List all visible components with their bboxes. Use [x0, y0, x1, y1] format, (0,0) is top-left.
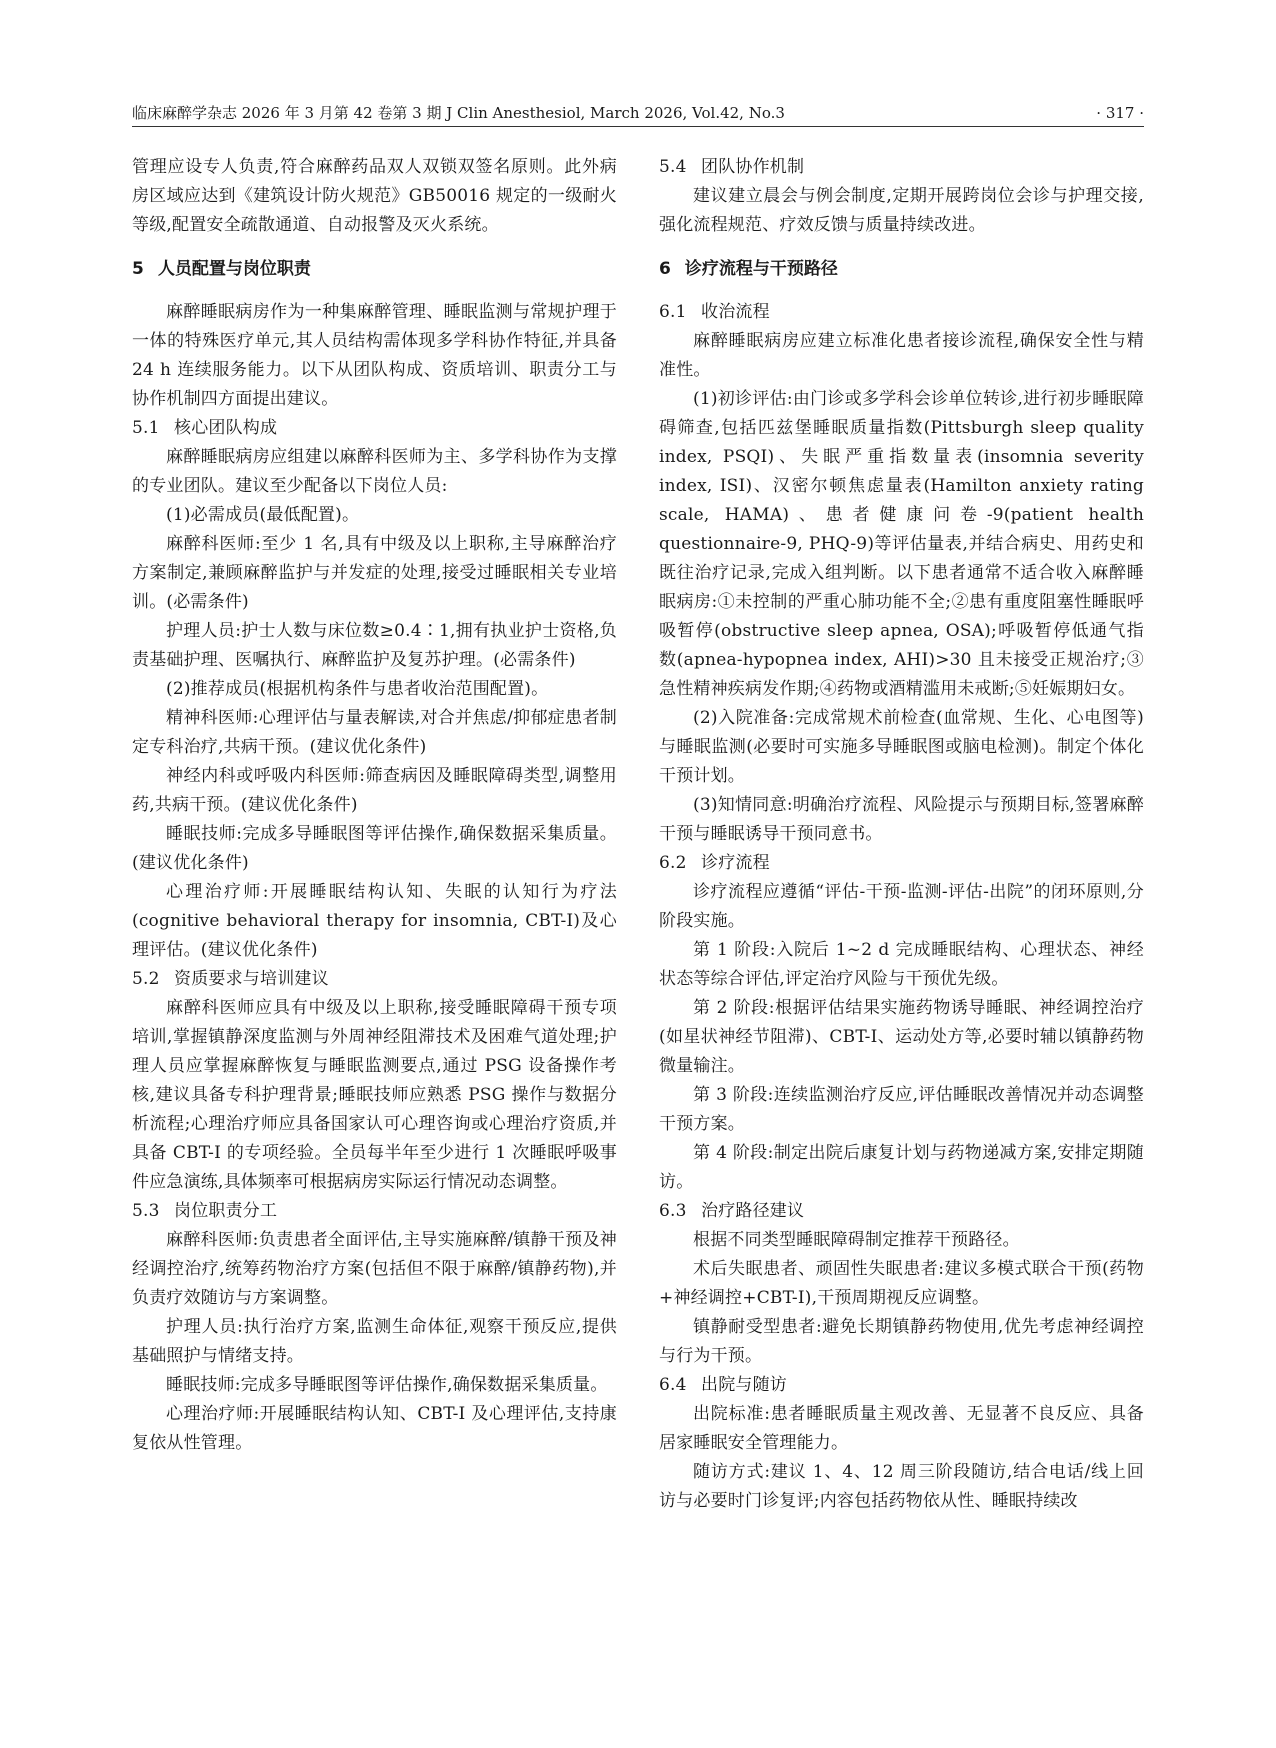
paragraph: 心理治疗师:开展睡眠结构认知、失眠的认知行为疗法(cognitive behavioral therapy for insomnia, CBT-I)及心理评估。(建议优化条件) — [132, 882, 617, 960]
subsection-heading-5-2 — [132, 965, 617, 994]
subsection-title: 资质要求与培训建议 — [174, 969, 329, 989]
paragraph: 精神科医师:心理评估与量表解读,对合并焦虑/抑郁症患者制定专科治疗,共病干预。(建议优化条件) — [132, 708, 617, 757]
section-title: 人员配置与岗位职责 — [157, 259, 311, 279]
paragraph: 第 4 阶段:制定出院后康复计划与药物递减方案,安排定期随访。 — [659, 1143, 1144, 1192]
section-number: 5 — [132, 259, 144, 279]
subsection-number: 5.2 — [132, 969, 160, 989]
paragraph: 第 3 阶段:连续监测治疗反应,评估睡眠改善情况并动态调整干预方案。 — [659, 1085, 1144, 1134]
subsection-title: 收治流程 — [701, 302, 770, 322]
subsection-number: 5.4 — [659, 157, 687, 177]
paragraph: 建议建立晨会与例会制度,定期开展跨岗位会诊与护理交接,强化流程规范、疗效反馈与质量持续改进。 — [659, 186, 1144, 235]
paragraph: 麻醉睡眠病房应建立标准化患者接诊流程,确保安全性与精准性。 — [659, 331, 1144, 380]
section-number: 6 — [659, 259, 671, 279]
subsection-title: 团队协作机制 — [701, 157, 805, 177]
paragraph: 管理应设专人负责,符合麻醉药品双人双锁双签名原则。此外病房区域应达到《建筑设计防火规范》GB50016 规定的一级耐火等级,配置安全疏散通道、自动报警及灭火系统。 — [132, 157, 617, 235]
subsection-title: 岗位职责分工 — [174, 1201, 278, 1221]
paragraph: 睡眠技师:完成多导睡眠图等评估操作,确保数据采集质量。(建议优化条件) — [132, 824, 617, 873]
paragraph: (2)推荐成员(根据机构条件与患者收治范围配置)。 — [166, 679, 549, 699]
subsection-heading-5-1 — [132, 414, 617, 443]
paragraph: 根据不同类型睡眠障碍制定推荐干预路径。 — [693, 1230, 1020, 1250]
subsection-heading-6-1 — [659, 298, 1144, 327]
subsection-number: 6.1 — [659, 302, 687, 322]
subsection-heading-6-4 — [659, 1371, 1144, 1400]
paragraph: 第 2 阶段:根据评估结果实施药物诱导睡眠、神经调控治疗(如星状神经节阻滞)、CBT-I、运动处方等,必要时辅以镇静药物微量输注。 — [659, 998, 1144, 1076]
paragraph: (1)必需成员(最低配置)。 — [166, 505, 360, 525]
section-title: 诊疗流程与干预路径 — [684, 259, 838, 279]
journal-citation: 临床麻醉学杂志 2026 年 3 月第 42 卷第 3 期 J Clin Anesthesiol, March 2026, Vol.42, No.3 — [132, 104, 785, 122]
paragraph: 麻醉科医师:至少 1 名,具有中级及以上职称,主导麻醉治疗方案制定,兼顾麻醉监护与并发症的处理,接受过睡眠相关专业培训。(必需条件) — [132, 534, 617, 612]
paragraph: 麻醉科医师应具有中级及以上职称,接受睡眠障碍干预专项培训,掌握镇静深度监测与外周神经阻滞技术及困难气道处理;护理人员应掌握麻醉恢复与睡眠监测要点,通过 PSG 设备操作考核,建议具备专科护理背景;睡眠技师应熟悉 PSG 操作与数据分析流程;心理治疗师应具备国家认可心理咨询或心理治疗资质,并具备 CBT-I 的专项经验。全员每半年至少进行 1 次睡眠呼吸事件应急演练,具体频率可根据病房实际运行情况动态调整。 — [132, 998, 617, 1192]
paragraph: 镇静耐受型患者:避免长期镇静药物使用,优先考虑神经调控与行为干预。 — [659, 1317, 1144, 1366]
section-heading-6 — [659, 257, 1144, 281]
subsection-heading-5-4 — [659, 153, 1144, 182]
paragraph: 随访方式:建议 1、4、12 周三阶段随访,结合电话/线上回访与必要时门诊复评;内容包括药物依从性、睡眠持续改 — [659, 1462, 1144, 1511]
subsection-heading-6-2 — [659, 849, 1144, 878]
subsection-number: 6.2 — [659, 853, 687, 873]
paragraph: 睡眠技师:完成多导睡眠图等评估操作,确保数据采集质量。 — [166, 1375, 608, 1395]
subsection-number: 5.3 — [132, 1201, 160, 1221]
paragraph: 护理人员:护士人数与床位数≥0.4∶1,拥有执业护士资格,负责基础护理、医嘱执行、麻醉监护及复苏护理。(必需条件) — [132, 621, 617, 670]
subsection-number: 6.3 — [659, 1201, 687, 1221]
right-column — [659, 153, 1144, 1516]
paragraph: 术后失眠患者、顽固性失眠患者:建议多模式联合干预(药物+神经调控+CBT-I),干预周期视反应调整。 — [659, 1259, 1144, 1308]
paragraph: 神经内科或呼吸内科医师:筛查病因及睡眠障碍类型,调整用药,共病干预。(建议优化条件) — [132, 766, 617, 815]
subsection-heading-6-3 — [659, 1197, 1144, 1226]
paragraph: (2)入院准备:完成常规术前检查(血常规、生化、心电图等)与睡眠监测(必要时可实施多导睡眠图或脑电检测)。制定个体化干预计划。 — [659, 708, 1144, 786]
paragraph: 麻醉科医师:负责患者全面评估,主导实施麻醉/镇静干预及神经调控治疗,统筹药物治疗方案(包括但不限于麻醉/镇静药物),并负责疗效随访与方案调整。 — [132, 1230, 617, 1308]
paragraph: (3)知情同意:明确治疗流程、风险提示与预期目标,签署麻醉干预与睡眠诱导干预同意书。 — [659, 795, 1144, 844]
paragraph: (1)初诊评估:由门诊或多学科会诊单位转诊,进行初步睡眠障碍筛查,包括匹兹堡睡眠质量指数(Pittsburgh sleep quality index, PSQI)、失眠严重指数量表(insomnia severity index, ISI)、汉密尔顿焦虑量表(Hamilton anxiety rating scale, HAMA)、患者健康问卷-9(patient health questionnaire-9, PHQ-9)等评估量表,并结合病史、用药史和既往治疗记录,完成入组判断。以下患者通常不适合收入麻醉睡眠病房:①未控制的严重心肺功能不全;②患有重度阻塞性睡眠呼吸暂停(obstructive sleep apnea, OSA);呼吸暂停低通气指数(apnea-hypopnea index, AHI)>30 且未接受正规治疗;③急性精神疾病发作期;④药物或酒精滥用未戒断;⑤妊娠期妇女。 — [659, 389, 1144, 699]
subsection-number: 5.1 — [132, 418, 160, 438]
paragraph: 第 1 阶段:入院后 1~2 d 完成睡眠结构、心理状态、神经状态等综合评估,评定治疗风险与干预优先级。 — [659, 940, 1144, 989]
paragraph: 出院标准:患者睡眠质量主观改善、无显著不良反应、具备居家睡眠安全管理能力。 — [659, 1404, 1144, 1453]
subsection-number: 6.4 — [659, 1375, 687, 1395]
subsection-heading-5-3 — [132, 1197, 617, 1226]
paragraph: 心理治疗师:开展睡眠结构认知、CBT-I 及心理评估,支持康复依从性管理。 — [132, 1404, 617, 1453]
subsection-title: 出院与随访 — [701, 1375, 787, 1395]
paragraph: 诊疗流程应遵循“评估-干预-监测-评估-出院”的闭环原则,分阶段实施。 — [659, 882, 1144, 931]
paragraph: 麻醉睡眠病房作为一种集麻醉管理、睡眠监测与常规护理于一体的特殊医疗单元,其人员结构需体现多学科协作特征,并具备 24 h 连续服务能力。以下从团队构成、资质培训、职责分工与协作机制四方面提出建议。 — [132, 302, 617, 409]
subsection-title: 诊疗流程 — [701, 853, 770, 873]
subsection-title: 治疗路径建议 — [701, 1201, 805, 1221]
header-divider — [132, 126, 1144, 127]
left-column — [132, 153, 617, 1458]
page-number: · 317 · — [1096, 104, 1144, 122]
paragraph: 麻醉睡眠病房应组建以麻醉科医师为主、多学科协作为支撑的专业团队。建议至少配备以下岗位人员: — [132, 447, 617, 496]
section-heading-5 — [132, 257, 617, 281]
paragraph: 护理人员:执行治疗方案,监测生命体征,观察干预反应,提供基础照护与情绪支持。 — [132, 1317, 617, 1366]
subsection-title: 核心团队构成 — [174, 418, 278, 438]
